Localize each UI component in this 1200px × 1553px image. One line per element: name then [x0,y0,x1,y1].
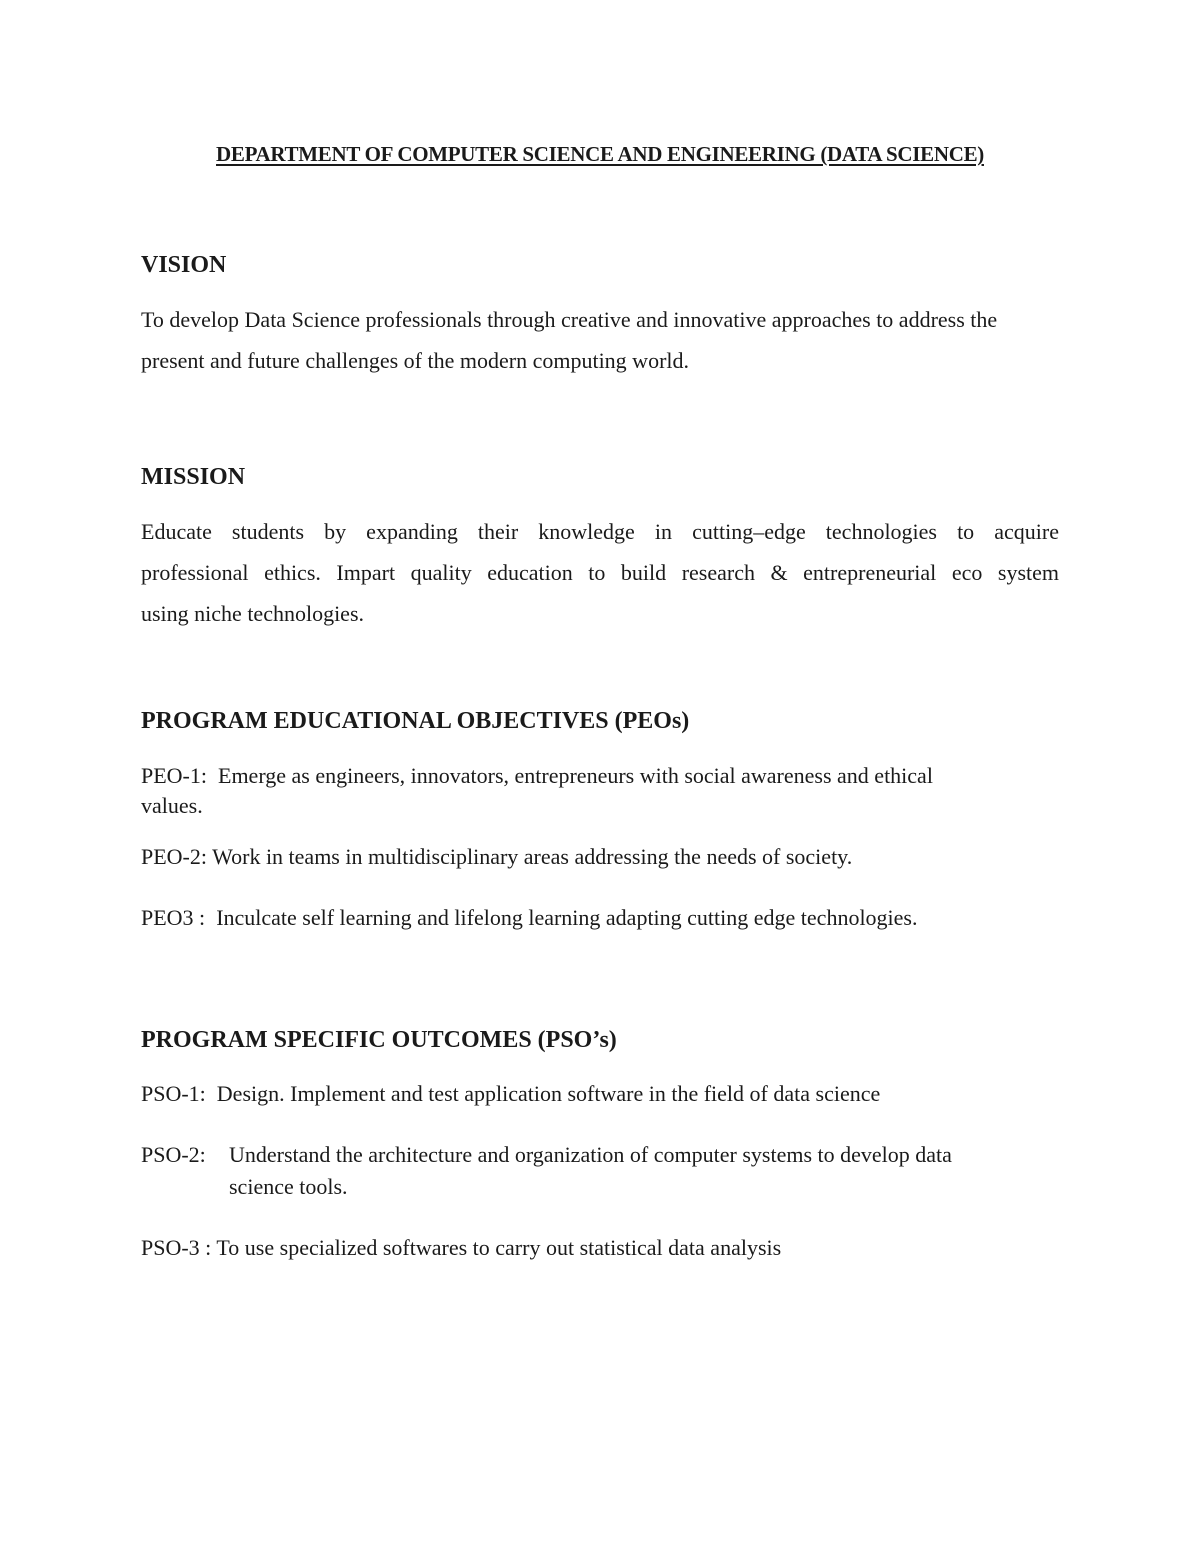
vision-text [141,299,1059,381]
peo-text: Work in teams in multidisciplinary areas addressing the needs of society. [212,844,853,869]
psos-heading: PROGRAM SPECIFIC OUTCOMES (PSO’s) [141,1027,617,1053]
vision-line-2: present and future challenges of the modern computing world. [141,348,690,373]
peo-code: PEO3 : [141,905,206,930]
peo-code: PEO-2: [141,844,207,869]
pso-text: Design. Implement and test application software in the field of data science [216,1081,881,1106]
mission-line-1: Educate students by expanding their knowledge in cutting–edge technologies to acquire [141,519,1059,544]
pso-item-1 [141,1078,1041,1110]
vision-heading: VISION [141,252,227,278]
pso-code: PSO-1: [141,1081,206,1106]
peo-text-continued: values. [141,793,203,818]
mission-line-3: using niche technologies. [141,601,365,626]
vision-line-1: To develop Data Science professionals through creative and innovative approaches to address the [141,307,998,332]
peo-code: PEO-1: [141,763,207,788]
peo-item-2 [141,842,1041,872]
pso-code: PSO-2: [141,1142,206,1167]
peos-heading: PROGRAM EDUCATIONAL OBJECTIVES (PEOs) [141,708,690,734]
pso-code: PSO-3 : [141,1235,212,1260]
pso-text-continued: science tools. [229,1174,348,1199]
mission-line-2: professional ethics. Impart quality education to build research & entrepreneurial eco system [141,560,1059,585]
mission-text [141,511,1059,634]
peo-text: Inculcate self learning and lifelong learning adapting cutting edge technologies. [216,905,918,930]
peo-item-3 [141,903,1041,933]
pso-item-3 [141,1232,1041,1264]
pso-text: To use specialized softwares to carry out statistical data analysis [216,1235,782,1260]
mission-heading: MISSION [141,464,246,490]
pso-item-2 [141,1139,1041,1203]
pso-text: Understand the architecture and organization of computer systems to develop data [229,1142,952,1167]
peo-item-1 [141,761,1041,821]
department-title: DEPARTMENT OF COMPUTER SCIENCE AND ENGINEERING (DATA SCIENCE) [216,142,984,166]
peo-text: Emerge as engineers, innovators, entrepreneurs with social awareness and ethical [218,763,933,788]
